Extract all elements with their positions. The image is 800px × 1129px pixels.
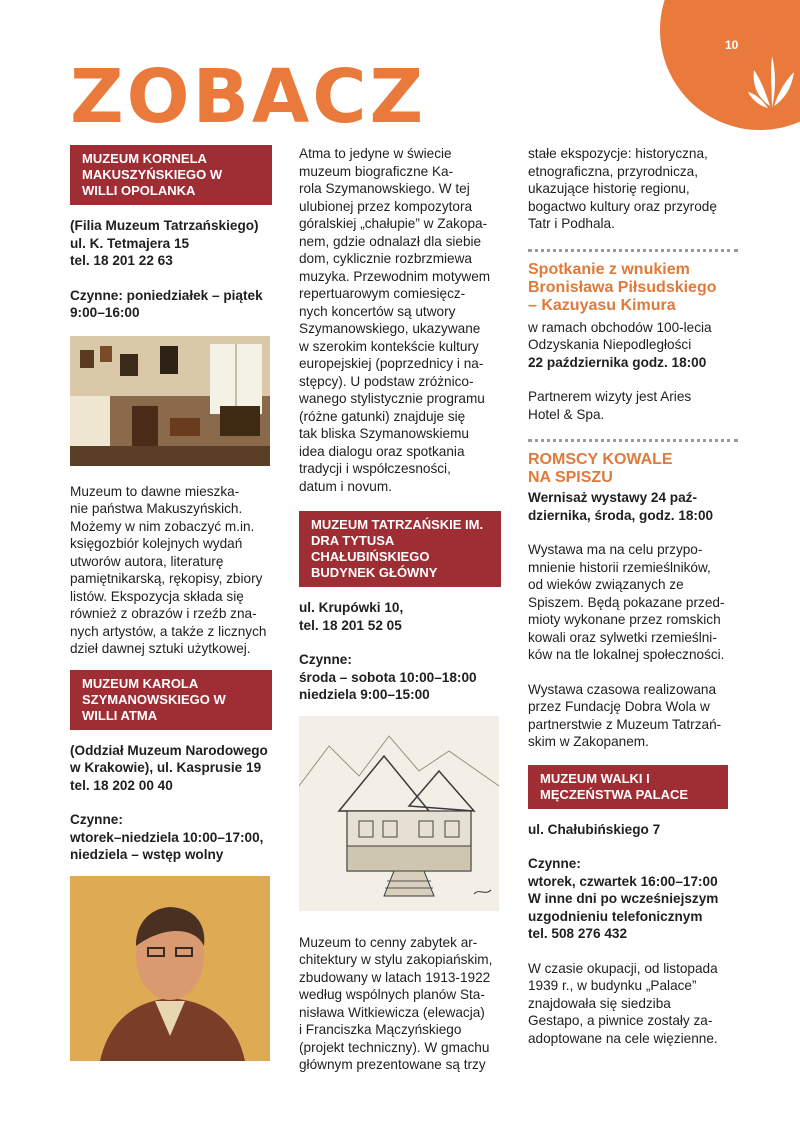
hours-line: tel. 508 276 432 <box>528 926 628 941</box>
atma-text-line: rola Szymanowskiego. W tej <box>299 181 470 196</box>
info-line: ul. K. Tetmajera 15 <box>70 235 190 251</box>
interior-photo <box>70 336 270 466</box>
desc-line: utworów autora, literaturę <box>70 553 224 569</box>
event-date: 22 października godz. 18:00 <box>528 354 707 370</box>
info-line: ul. Krupówki 10, <box>299 600 404 615</box>
desc-line: również z obrazów i rzeźb zna- <box>70 606 257 621</box>
info-line: (Filia Muzeum Tatrzańskiego) <box>70 218 259 233</box>
desc-line: bogactwo kultury oraz przyrodę <box>528 198 717 214</box>
atma-text-line: nych koncertów są utwory <box>299 303 456 319</box>
hours-line: uzgodnieniu telefonicznym <box>528 908 703 924</box>
event-kimura-heading: – Kazuyasu Kimura <box>528 296 676 314</box>
desc-line: pamiętnikarską, rękopisy, zbiory <box>70 571 263 586</box>
desc-line: W czasie okupacji, od listopada <box>528 960 718 976</box>
atma-text-line: muzeum biograficzne Ka- <box>299 163 454 179</box>
desc-line: ków na tle lokalnej społeczności. <box>528 647 725 662</box>
atma-text-line: góralskiej „chałupie” w Zakopa- <box>299 216 488 231</box>
atma-text-line: tradycji i współczesności, <box>299 461 451 476</box>
info-line: w Krakowie), ul. Kasprusie 19 <box>70 760 262 775</box>
desc-line: nych artystów, a także z licznych <box>70 623 267 639</box>
atma-text-line: Atma to jedyne w świecie <box>299 146 452 161</box>
event-date: dziernika, środa, godz. 18:00 <box>528 507 714 523</box>
desc-line: Spiszem. Będą pokazane przed- <box>528 594 725 610</box>
info-line: tel. 18 201 22 63 <box>70 253 173 268</box>
desc-line: partnerstwie z Muzeum Tatrzań- <box>528 716 722 732</box>
desc-line: głównym prezentowane są trzy <box>299 1057 486 1072</box>
hours-line: niedziela – wstęp wolny <box>70 847 224 862</box>
column-2 <box>299 145 504 1074</box>
info-line: (Oddział Muzeum Narodowego <box>70 742 268 758</box>
atma-text-line: idea dialogu oraz spotkania <box>299 443 465 459</box>
desc-line: 1939 r., w budynku „Palace” <box>528 978 697 993</box>
event-partner-line: Hotel & Spa. <box>528 406 605 422</box>
hours-line: W inne dni po wcześniejszym <box>528 891 719 906</box>
desc-line: ukazujące historię regionu, <box>528 181 690 196</box>
desc-line: adoptowane na cele więzienne. <box>528 1030 718 1046</box>
desc-line: Tatr i Podhala. <box>528 216 615 231</box>
page-title: ZOBACZ <box>70 54 427 140</box>
desc-line: mioty wykonane przez romskich <box>528 612 721 627</box>
atma-text-line: stępcy). U podstaw zróżnico- <box>299 373 474 389</box>
atma-text-line: (różne gatunki) znajduje się <box>299 408 466 424</box>
dotted-divider <box>528 249 738 252</box>
hours-line: niedziela 9:00–15:00 <box>299 687 430 702</box>
atma-text-line: wanego stylistycznie programu <box>299 391 485 406</box>
museum-tatrzanskie-heading: MUZEUM TATRZAŃSKIE IM. DRA TYTUSA CHAŁUBIŃSKIEGO BUDYNEK GŁÓWNY <box>299 511 501 587</box>
desc-line: Gestapo, a piwnice zostały za- <box>528 1013 713 1028</box>
desc-line: kowali oraz sylwetki rzemieślni- <box>528 629 717 645</box>
desc-line: etnograficzna, przyrodnicza, <box>528 163 699 179</box>
dotted-divider <box>528 439 738 442</box>
desc-line: przez Fundację Dobra Wola w <box>528 699 710 714</box>
desc-line: według wspólnych planów Sta- <box>299 987 485 1002</box>
event-text-line: w ramach obchodów 100-lecia <box>528 319 712 335</box>
atma-text-line: repertuarowym comiesięcz- <box>299 286 466 301</box>
desc-line: Muzeum to dawne mieszka- <box>70 483 240 499</box>
desc-line: nisława Witkiewicza (elewacja) <box>299 1004 485 1020</box>
desc-line: Wystawa ma na celu przypo- <box>528 542 703 557</box>
desc-line: znajdowała się siedziba <box>528 995 671 1011</box>
desc-line: dzieł dawnej sztuki użytkowej. <box>70 641 251 656</box>
hours-line: wtorek–niedziela 10:00–17:00, <box>70 829 264 845</box>
desc-line: nie państwa Makuszyńskich. <box>70 501 243 516</box>
column-3 <box>528 145 738 1047</box>
hours-line: Czynne: poniedziałek – piątek <box>70 287 263 303</box>
atma-text-line: w szerokim kontekście kultury <box>299 338 479 354</box>
event-kimura-heading: Bronisława Piłsudskiego <box>528 278 717 296</box>
page-number: 10 <box>725 38 739 52</box>
desc-line: Muzeum to cenny zabytek ar- <box>299 934 478 950</box>
atma-text-line: tak bliska Szymanowskiemu <box>299 426 469 441</box>
desc-line: skim w Zakopanem. <box>528 734 649 749</box>
desc-line: mnienie historii rzemieślników, <box>528 559 711 575</box>
hours-line: środa – sobota 10:00–18:00 <box>299 669 477 685</box>
hours-line: Czynne: <box>70 812 123 827</box>
atma-text-line: datum i novum. <box>299 478 392 494</box>
museum-szymanowski-heading: MUZEUM KAROLA SZYMANOWSKIEGO W WILLI ATMA <box>70 670 272 730</box>
atma-text-line: europejskiej (poprzednicy i na- <box>299 356 484 371</box>
desc-line: (projekt techniczny). W gmachu <box>299 1039 490 1055</box>
atma-text-line: ulubionej przez kompozytora <box>299 198 473 214</box>
desc-line: i Franciszka Mączyńskiego <box>299 1022 462 1037</box>
atma-text-line: dom, cyklicznie rozbrzmiewa <box>299 251 472 266</box>
event-kowale-heading: ROMSCY KOWALE <box>528 451 673 468</box>
museum-building-sketch <box>299 716 499 911</box>
desc-line: listów. Ekspozycja składa się <box>70 588 244 604</box>
event-date: Wernisaż wystawy 24 paź- <box>528 490 697 505</box>
event-kimura-heading: Spotkanie z wnukiem <box>528 260 690 278</box>
wheat-logo-icon <box>748 50 796 110</box>
hours-line: Czynne: <box>528 856 581 871</box>
hours-line: wtorek, czwartek 16:00–17:00 <box>528 873 718 889</box>
event-partner-line: Partnerem wizyty jest Aries <box>528 389 692 404</box>
museum-palace-heading: MUZEUM WALKI I MĘCZEŃSTWA PALACE <box>528 765 728 809</box>
info-line: tel. 18 201 52 05 <box>299 617 402 633</box>
hours-line: Czynne: <box>299 652 352 667</box>
desc-line: Wystawa czasowa realizowana <box>528 681 717 697</box>
atma-text-line: muzyka. Przewodnim motywem <box>299 268 491 284</box>
desc-line: księgozbiór kolejnych wydań <box>70 536 243 551</box>
portrait-painting <box>70 876 270 1061</box>
desc-line: zbudowany w latach 1913-1922 <box>299 969 491 985</box>
desc-line: Możemy w nim zobaczyć m.in. <box>70 518 255 534</box>
event-kowale-heading: NA SPISZU <box>528 469 613 486</box>
museum-makuszynski-heading: MUZEUM KORNELA MAKUSZYŃSKIEGO W WILLI OPOLANKA <box>70 145 272 205</box>
info-line: tel. 18 202 00 40 <box>70 777 173 793</box>
atma-text-line: Szymanowskiego, ukazywane <box>299 321 481 336</box>
info-line: ul. Chałubińskiego 7 <box>528 821 661 837</box>
hours-line: 9:00–16:00 <box>70 305 140 320</box>
column-1 <box>70 145 275 1066</box>
event-text-line: Odzyskania Niepodległości <box>528 337 692 352</box>
atma-text-line: nem, gdzie odnalazł dla siebie <box>299 233 482 249</box>
desc-line: od wieków związanych ze <box>528 577 684 592</box>
desc-line: chitektury w stylu zakopiańskim, <box>299 952 493 967</box>
desc-line: stałe ekspozycje: historyczna, <box>528 146 708 161</box>
